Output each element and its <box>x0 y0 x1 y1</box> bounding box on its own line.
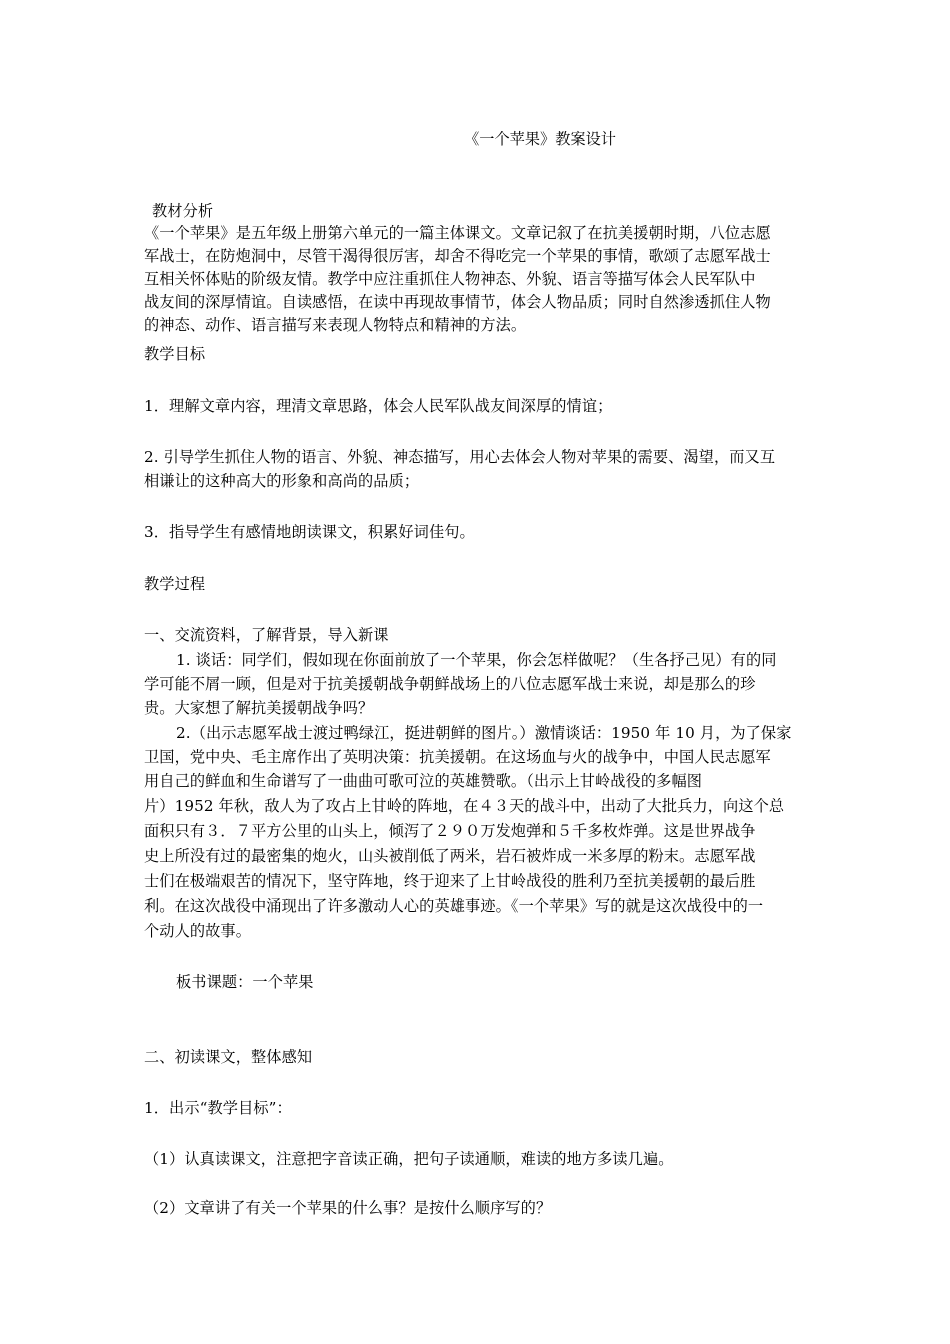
section-heading-goals: 教学目标 <box>144 345 206 363</box>
paragraph-line: 卫国，党中央、毛主席作出了英明决策：抗美援朝。在这场血与火的战争中，中国人民志愿军 <box>144 748 771 766</box>
list-item: （1）认真读课文，注意把字音读正确，把句子读通顺，难读的地方多读几遍。 <box>144 1150 674 1168</box>
section-heading-process: 教学过程 <box>144 575 206 593</box>
paragraph-line: 战友间的深厚情谊。自读感悟，在读中再现故事情节，体会人物品质；同时自然渗透抓住人物 <box>144 293 771 311</box>
paragraph-line: 2.（出示志愿军战士渡过鸭绿江，挺进朝鲜的图片。）激情谈话：1950 年 10 月，为了保家 <box>176 724 792 742</box>
subsection-heading: 一、交流资料，了解背景，导入新课 <box>144 626 389 644</box>
paragraph-line: 士们在极端艰苦的情况下，坚守阵地，终于迎来了上甘岭战役的胜利乃至抗美援朝的最后胜 <box>144 872 756 890</box>
paragraph-line: 利。在这次战役中涌现出了许多激动人心的英雄事迹。《一个苹果》写的就是这次战役中的一 <box>144 897 764 915</box>
section-heading-analysis: 教材分析 <box>152 202 214 220</box>
paragraph-line: 个动人的故事。 <box>144 922 252 940</box>
paragraph-line: 1. 谈话：同学们，假如现在你面前放了一个苹果，你会怎样做呢？（生各抒己见）有的同 <box>176 651 777 669</box>
paragraph-line: 1．出示“教学目标”： <box>144 1099 292 1117</box>
paragraph-line: 面积只有３．７平方公里的山头上，倾泻了２９０万发炮弹和５千多枚炸弹。这是世界战争 <box>144 822 756 840</box>
paragraph-line: 学可能不屑一顾，但是对于抗美援朝战争朝鲜战场上的八位志愿军战士来说，却是那么的珍 <box>144 675 756 693</box>
goal-item: 3．指导学生有感情地朗读课文，积累好词佳句。 <box>144 523 475 541</box>
paragraph-line: 史上所没有过的最密集的炮火，山头被削低了两米，岩石被炸成一米多厚的粉末。志愿军战 <box>144 847 756 865</box>
goal-item: 2. 引导学生抓住人物的语言、外貌、神态描写，用心去体会人物对苹果的需要、渴望，而又互 <box>144 448 776 466</box>
list-item: （2）文章讲了有关一个苹果的什么事？是按什么顺序写的？ <box>144 1199 552 1217</box>
paragraph-line: 片）1952 年秋，敌人为了攻占上甘岭的阵地，在４３天的战斗中，出动了大批兵力，向这个总 <box>144 797 785 815</box>
document-title: 《一个苹果》教案设计 <box>464 130 616 148</box>
goal-item: 1．理解文章内容，理清文章思路，体会人民军队战友间深厚的情谊； <box>144 397 613 415</box>
board-title: 板书课题：一个苹果 <box>176 973 314 991</box>
paragraph-line: 贵。大家想了解抗美援朝战争吗？ <box>144 699 374 717</box>
paragraph-line: 军战士，在防炮洞中，尽管干渴得很厉害，却舍不得吃完一个苹果的事情，歌颂了志愿军战士 <box>144 247 771 265</box>
paragraph-line: 用自己的鲜血和生命谱写了一曲曲可歌可泣的英雄赞歌。（出示上甘岭战役的多幅图 <box>144 772 703 790</box>
paragraph-line: 的神态、动作、语言描写来表现人物特点和精神的方法。 <box>144 316 527 334</box>
subsection-heading: 二、初读课文，整体感知 <box>144 1048 313 1066</box>
goal-item-continued: 相谦让的这种高大的形象和高尚的品质； <box>144 472 420 490</box>
paragraph-line: 互相关怀体贴的阶级友情。教学中应注重抓住人物神态、外貌、语言等描写体会人民军队中 <box>144 270 756 288</box>
paragraph-line: 《一个苹果》是五年级上册第六单元的一篇主体课文。文章记叙了在抗美援朝时期，八位志愿 <box>144 224 771 242</box>
